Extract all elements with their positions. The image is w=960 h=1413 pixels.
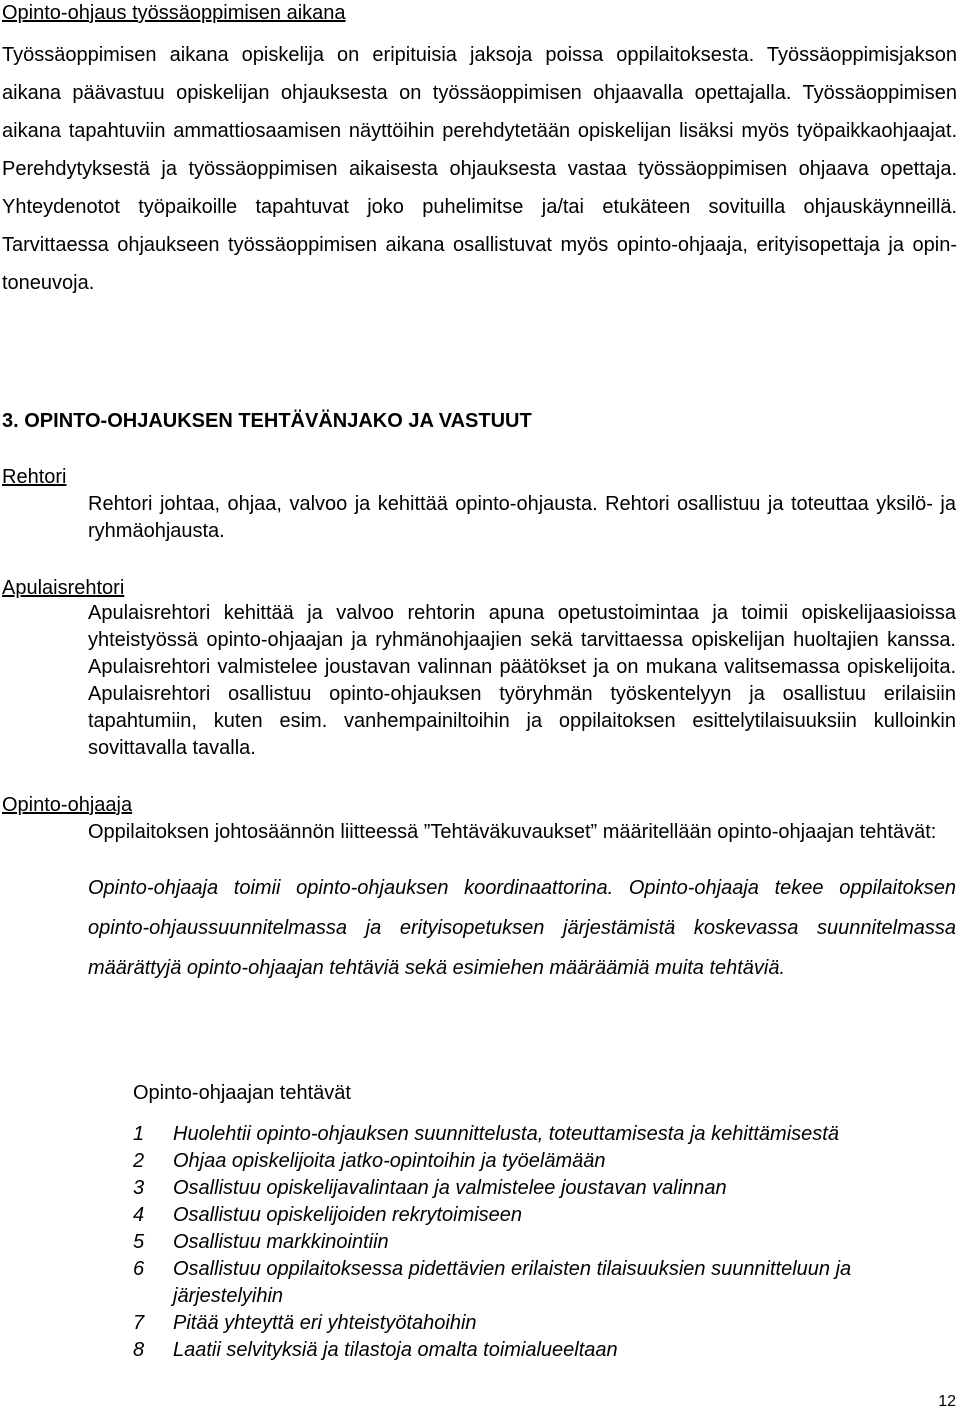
- task-number: 6: [133, 1258, 145, 1280]
- task-text: Laatii selvityksiä ja tilastoja omalta toimialueeltaan: [173, 1339, 618, 1361]
- task-number: 1: [133, 1123, 145, 1145]
- chapter-heading: 3. OPINTO-OHJAUKSEN TEHTÄVÄNJAKO JA VASTUUT: [2, 410, 532, 432]
- task-number: 3: [133, 1177, 145, 1199]
- task-text: Huolehtii opinto-ohjauksen suunnittelusta, toteuttamisesta ja kehittämisestä: [173, 1123, 839, 1145]
- task-item: [133, 1256, 959, 1310]
- task-text: Osallistuu markkinointiin: [173, 1231, 389, 1253]
- role-label-apulaisrehtori: Apulaisrehtori: [2, 577, 125, 599]
- work-learning-paragraph: Työssäoppimisen aikana opiskelija on eripituisia jaksoja poissa oppilaitoksesta. Työssäoppimisjakson aikana päävastuu opiskelijan ohjauksesta on työssäoppimisen ohjaavalla opettajalla. Työssäoppimisen aikana tapahtuviin ammattiosaamisen näyttöihin perehdytetään opiskelijan lisäksi myös työpaikkaohjaajat. Perehdytyksestä ja työssäoppimisen aikaisesta ohjauksesta vastaa työssäoppimisen ohjaava opettaja. Yhteydenotot työpaikoille tapahtuvat joko puhelimitse ja/tai etukäteen sovituilla ohjauskäynneillä. Tarvittaessa ohjaukseen työssäoppimisen aikana osallistuvat myös opinto-ohjaaja, erityisopettaja ja opintoneuvoja.: [2, 44, 957, 294]
- task-text: Osallistuu opiskelijavalintaan ja valmistelee joustavan valinnan: [173, 1177, 727, 1199]
- tasks-title: Opinto-ohjaajan tehtävät: [133, 1082, 351, 1104]
- role-label-rehtori: Rehtori: [2, 466, 67, 488]
- task-number: 5: [133, 1231, 145, 1253]
- task-text: Osallistuu oppilaitoksessa pidettävien erilaisten tilaisuuksien suunnitteluun ja järjestelyihin: [173, 1258, 852, 1307]
- task-number: 8: [133, 1339, 145, 1361]
- role-label-opinto-ohjaaja: Opinto-ohjaaja: [2, 794, 133, 816]
- task-item: [133, 1148, 959, 1175]
- task-number: 2: [133, 1150, 145, 1172]
- role-text-opinto-ohjaaja-intro: Oppilaitoksen johtosäännön liitteessä ”Tehtäväkuvaukset” määritellään opinto-ohjaajan tehtävät:: [88, 821, 937, 843]
- role-text-opinto-ohjaaja-duties: Opinto-ohjaaja toimii opinto-ohjauksen koordinaattorina. Opinto-ohjaaja tekee oppilaitoksen opinto-ohjaussuunnitelmassa ja erityisopetuksen järjestämistä koskevassa suunnitelmassa määrättyjä opinto-ohjaajan tehtäviä sekä esimiehen määräämiä muita tehtäviä.: [88, 877, 956, 979]
- task-item: [133, 1202, 959, 1229]
- task-item: [133, 1337, 959, 1364]
- role-text-apulaisrehtori: Apulaisrehtori kehittää ja valvoo rehtorin apuna opetustoimintaa ja toimii opiskelijaasioissa yhteistyössä opinto-ohjaajan ja ryhmänohjaajien sekä tarvittaessa opiskelijan huoltajien kanssa. Apulaisrehtori valmistelee joustavan valinnan päätökset ja on mukana valitsemassa opiskelijoita. Apulaisrehtori osallistuu opinto-ohjauksen työryhmän työskentelyyn ja osallistuu erilaisiin tapahtumiin, kuten esim. vanhempainiltoihin ja oppilaitoksen esittelytilaisuuksiin kulloinkin sovittavalla tavalla.: [88, 602, 956, 759]
- role-text-rehtori: Rehtori johtaa, ohjaa, valvoo ja kehittää opinto-ohjausta. Rehtori osallistuu ja toteuttaa yksilö- ja ryhmäohjausta.: [88, 493, 956, 542]
- task-item: [133, 1310, 959, 1337]
- task-text: Pitää yhteyttä eri yhteistyötahoihin: [173, 1312, 477, 1334]
- task-list: [133, 1121, 959, 1364]
- task-item: [133, 1121, 959, 1148]
- task-number: 4: [133, 1204, 145, 1226]
- page-number: 12: [938, 1393, 956, 1410]
- task-item: [133, 1175, 959, 1202]
- task-text: Ohjaa opiskelijoita jatko-opintoihin ja työelämään: [173, 1150, 606, 1172]
- task-item: [133, 1229, 959, 1256]
- task-text: Osallistuu opiskelijoiden rekrytoimiseen: [173, 1204, 523, 1226]
- section-heading: Opinto-ohjaus työssäoppimisen aikana: [2, 2, 346, 24]
- task-number: 7: [133, 1312, 145, 1334]
